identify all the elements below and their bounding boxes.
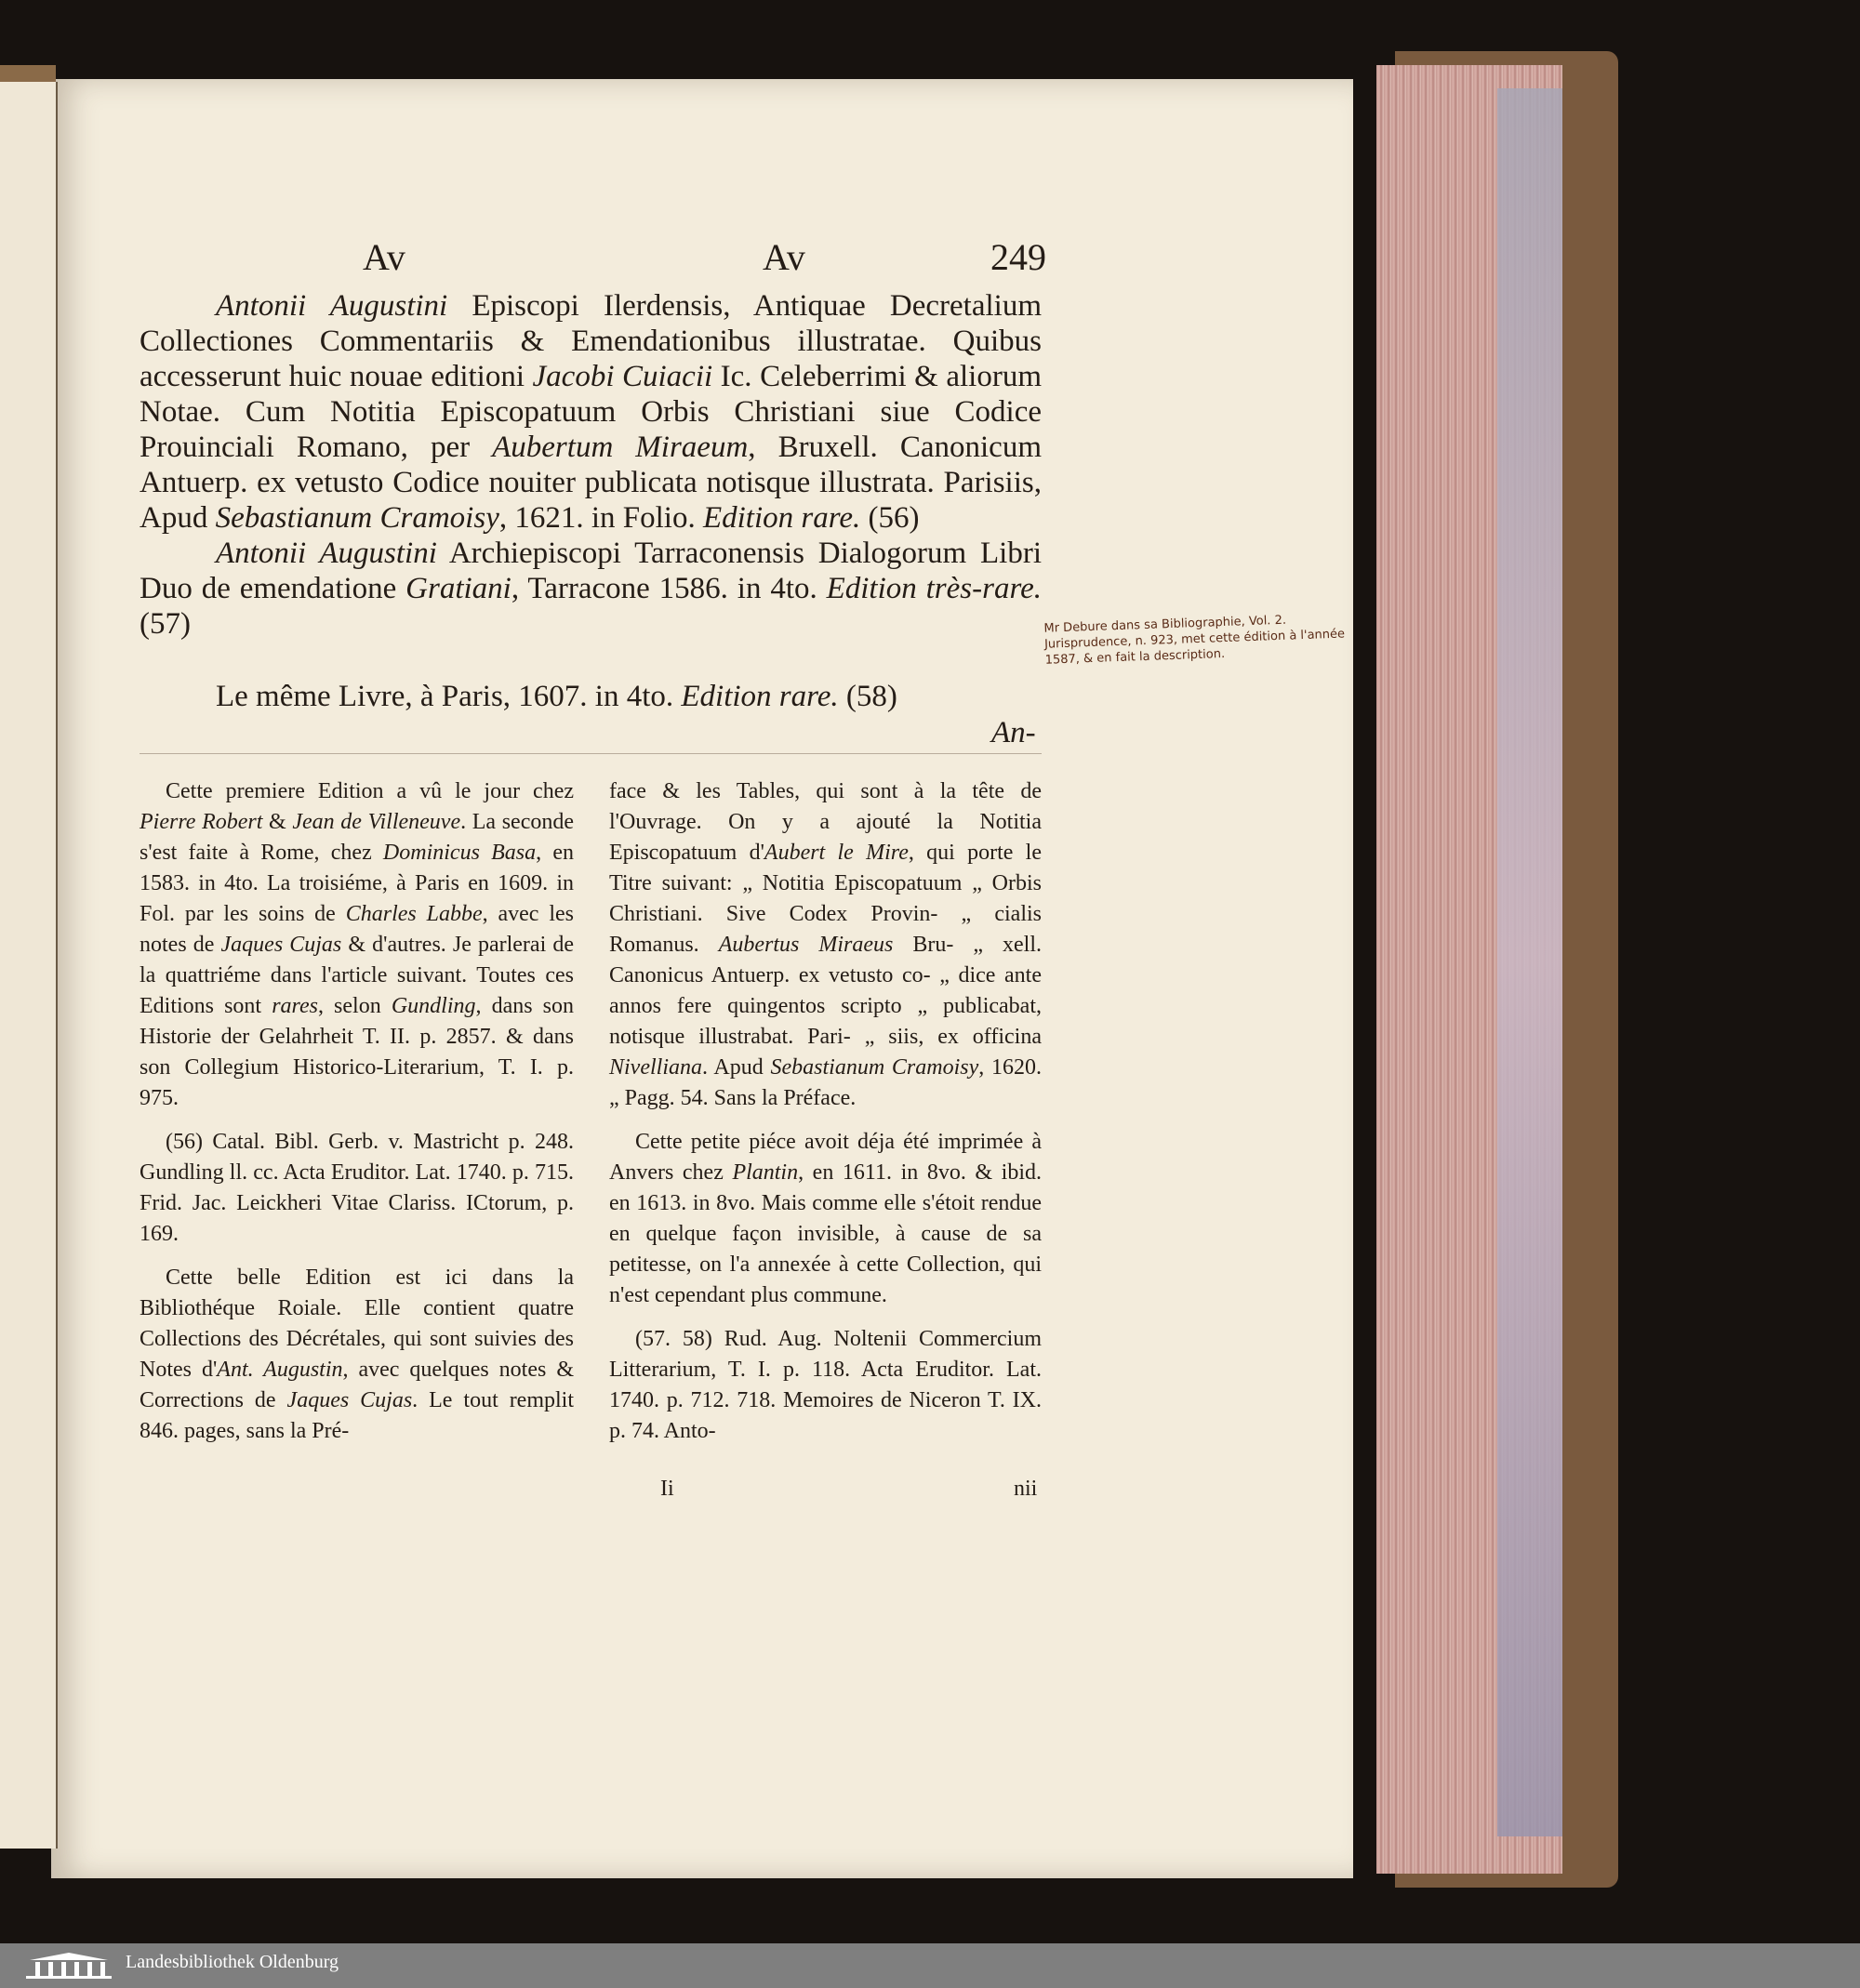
note-right-1-text-a: face & les Tables, qui sont à la tête de l'Ouvrage. On y a ajouté la Notitia Episcopatuum d' [609,779,1042,865]
note-left-3-text-b: , avec quelques notes & Corrections de [140,1358,574,1412]
divider [140,753,1042,754]
entry-58-text: Le même Livre, à Paris, 1607. in 4to. [216,680,682,713]
entry-56-author: Antonii Augustini [216,289,448,323]
note-left-1-text-d: , en 1583. in 4to. La troisiéme, à Paris en 1609. in Fol. par les soins de [140,841,574,926]
entry-57-text-2: , Tarracone 1586. in 4to. [511,572,827,605]
note-right-1-text-d: . Apud [701,1055,771,1080]
library-logo-icon [26,1951,112,1981]
page-number: 249 [990,236,1046,278]
note-right-1-text-c: Bru- „ xell. Canonicus Antuerp. ex vetusto co- „ dice ante annos fere quingentos scripto „ publicabat, notisque illustrabat. Pari- „ siis, ex officina [609,933,1043,1049]
footer-bar [0,1943,1860,1988]
note-right-1 [609,776,1042,1114]
entry-57-rarity: Edition très-rare. [826,572,1042,605]
note-left-1-gundling: Gundling [391,994,476,1018]
note-right-1-nivelliana: Nivelliana [609,1055,702,1080]
entry-56-cuiacius: Jacobi Cuiacii [532,360,713,393]
note-right-1-miraeus: Aubertus Miraeus [718,933,894,957]
signature-mark: Ii [660,1477,674,1501]
note-left-3-cujas: Jaques Cujas [286,1388,413,1412]
note-left-3-ant: Ant. Augustin [217,1358,343,1382]
entry-58-number: (58) [838,680,897,713]
entry-56-miraeus: Aubertum Miraeum [492,431,749,464]
note-left-1-rares: rares [272,994,318,1018]
note-left-1-text-g: , selon [317,994,392,1018]
entry-56-text-3: , Bruxell. Canonicum Antuerp. ex vetusto Codice nouiter publicata notisque illustrata. Parisiis, Apud [140,431,1042,535]
entry-56-rarity: Edition rare. [702,501,861,535]
note-left-1-labbe: Charles Labbe [345,902,483,926]
entry-56-cramoisy: Sebastianum Cramoisy [215,501,499,535]
header-left: Av [363,236,405,278]
note-left-1-text-h: , dans son Historie der Gelahrheit T. II. p. 2857. & dans son Collegium Historico-Literarium, T. I. p. 975. [140,994,574,1110]
entry-57-author: Antonii Augustini [216,537,437,570]
note-left-1-robert: Pierre Robert [140,810,263,834]
left-page [0,82,58,1849]
main-entries [140,288,1042,642]
note-right-2-text-a: Cette petite piéce avoit déja été imprimée à Anvers chez [609,1130,1042,1185]
note-left-1-text-e: , avec les notes de [140,902,574,957]
note-left-3-text-a: Cette belle Edition est ici dans la Bibliothéque Roiale. Elle contient quatre Collections des Décrétales, qui sont suivies des Notes d' [140,1266,574,1382]
note-left-1-basa: Dominicus Basa [382,841,537,865]
note-right-1-text-e: , 1620. „ Pagg. 54. Sans la Préface. [609,1055,1042,1110]
note-left-2: (56) Catal. Bibl. Gerb. v. Mastricht p. 248. Gundling ll. cc. Acta Eruditor. Lat. 1740. p. 715. Frid. Jac. Leickheri Vitae Clariss. ICtorum, p. 169. [140,1130,574,1246]
notes-left-column [140,776,574,1460]
entry-58 [216,679,1042,714]
note-left-3-text-c: . Le tout remplit 846. pages, sans la Pré- [140,1388,575,1443]
handwritten-margin-note: Mr Debure dans sa Bibliographie, Vol. 2. Jurisprudence, n. 923, met cette édition à l'année 1587, & en fait la description. [1043,613,1346,668]
note-right-2-text-b: , en 1611. in 8vo. & ibid. en 1613. in 8vo. Mais comme elle s'étoit rendue en quelque façon invisible, à cause de sa petitesse, on l'a annexée à cette Collection, qui n'est cependant plus commune. [609,1160,1042,1307]
entry-58-rarity: Edition rare. [681,680,839,713]
note-left-1-cujas: Jaques Cujas [220,933,342,957]
note-left-3 [140,1263,574,1447]
catchword: nii [1014,1477,1038,1501]
entry-56-number: (56) [860,501,920,535]
marbled-endpaper [1497,88,1562,1836]
note-left-1-text-f: & d'autres. Je parlerai de la quattriéme dans l'article suivant. Toutes ces Editions sont [140,933,574,1018]
note-left-1-text-b: & [262,810,293,834]
note-left-1-villeneuve: Jean de Villeneuve [292,810,461,834]
note-right-1-text-b: , qui porte le Titre suivant: „ Notitia Episcopatuum „ Orbis Christiani. Sive Codex Provin- „ cialis Romanus. [609,841,1042,957]
note-left-1-text-c: . La seconde s'est faite à Rome, chez [140,810,575,865]
entry-57 [140,536,1042,642]
entry-56-text-4: , 1621. in Folio. [498,501,703,535]
note-right-1-aubert: Aubert le Mire [764,841,909,865]
note-right-2 [609,1127,1042,1311]
note-left-1-text-a: Cette premiere Edition a vû le jour chez [166,779,574,803]
note-right-1-cramoisy: Sebastianum Cramoisy [770,1055,979,1080]
entry-57-gratiani: Gratiani [405,572,512,605]
note-right-3: (57. 58) Rud. Aug. Noltenii Commercium Litterarium, T. I. p. 118. Acta Eruditor. Lat. 1740. p. 712. 718. Memoires de Niceron T. IX. p. 74. Anto- [609,1327,1042,1443]
entry-57-text-1: Archiepiscopi Tarraconensis Dialogorum Libri Duo de emendatione [140,537,1042,605]
left-page-edge [0,65,56,84]
notes-right-column [609,776,1042,1460]
library-name: Landesbibliothek Oldenburg [126,1952,339,1972]
entry-57-number: (57) [140,607,191,641]
entry-56-text-1: Episcopi Ilerdensis, Antiquae Decretalium Collectiones Commentariis & Emendationibus illustratae. Quibus accesserunt huic nouae editioni [140,289,1042,393]
note-right-2-plantin: Plantin [732,1160,799,1185]
header-center: Av [763,236,805,278]
note-left-1 [140,776,574,1114]
entry-56 [140,288,1042,536]
entry-58-catchword: An- [991,716,1036,749]
running-header [363,235,1046,282]
entry-56-text-2: Ic. Celeberrimi & aliorum Notae. Cum Notitia Episcopatuum Orbis Christiani siue Codice Prouinciali Romano, per [140,360,1042,464]
